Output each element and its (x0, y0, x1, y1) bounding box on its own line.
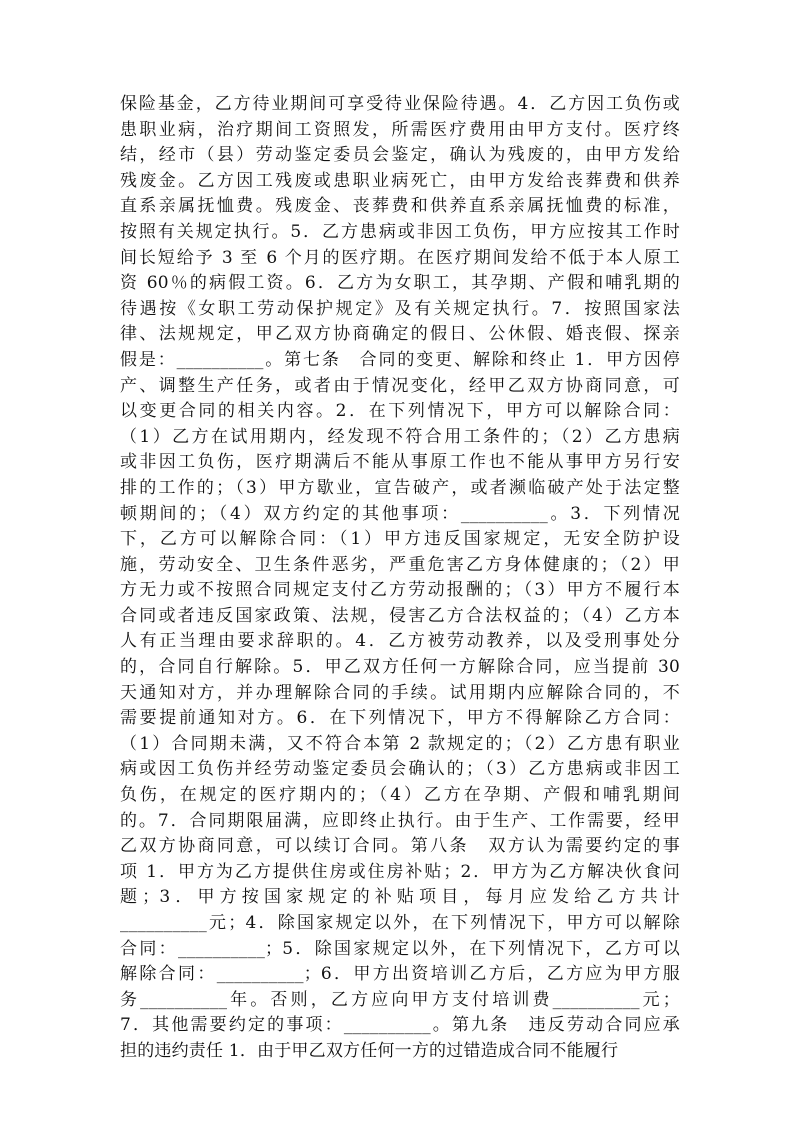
text-line: 担的违约责任 1．由于甲乙双方任何一方的过错造成合同不能履行 (120, 1040, 619, 1061)
text-line: 按照有关规定执行。5．乙方患病或非因工负伤，甲方应按其工作时 (120, 221, 680, 242)
text-line: 病或因工负伤并经劳动鉴定委员会确认的；（3）乙方患病或非因工 (120, 759, 680, 780)
text-line: 待遇按《女职工劳动保护规定》及有关规定执行。7．按照国家法 (120, 298, 680, 319)
text-line: 解除合同：__________；6．甲方出资培训乙方后，乙方应为甲方服 (120, 964, 680, 985)
text-line: 需要提前通知对方。6．在下列情况下，甲方不得解除乙方合同： (120, 708, 680, 729)
text-line: 残废金。乙方因工残废或患职业病死亡，由甲方发给丧葬费和供养 (120, 170, 680, 191)
text-line: 资 60％的病假工资。6．乙方为女职工，其孕期、产假和哺乳期的 (120, 273, 680, 294)
text-line: 假是：__________。第七条 合同的变更、解除和终止 1．甲方因停 (120, 349, 680, 370)
text-line: 排的工作的；（3）甲方歇业，宣告破产，或者濒临破产处于法定整 (120, 477, 680, 498)
text-line: 顿期间的；（4）双方约定的其他事项：__________。3．下列情况 (120, 503, 680, 524)
text-line: __________元；4．除国家规定以外，在下列情况下，甲方可以解除 (120, 913, 680, 933)
text-line: （1）乙方在试用期内，经发现不符合用工条件的；（2）乙方患病 (120, 426, 680, 447)
text-line: 施，劳动安全、卫生条件恶劣，严重危害乙方身体健康的；（2）甲 (120, 554, 680, 575)
text-line: 下，乙方可以解除合同：（1）甲方违反国家规定，无安全防护设 (120, 529, 680, 550)
text-line: 负伤，在规定的医疗期内的；（4）乙方在孕期、产假和哺乳期间 (120, 785, 680, 806)
text-line: 项 1．甲方为乙方提供住房或住房补贴；2．甲方为乙方解决伙食问 (120, 861, 680, 882)
text-line: 乙双方协商同意，可以续订合同。第八条 双方认为需要约定的事 (120, 836, 680, 857)
text-line: 或非因工负伤，医疗期满后不能从事原工作也不能从事甲方另行安 (120, 452, 680, 473)
text-line: 题；3．甲方按国家规定的补贴项目，每月应发给乙方共计 (120, 887, 680, 908)
text-line: 7．其他需要约定的事项：__________。第九条 违反劳动合同应承 (120, 1015, 680, 1036)
text-line: 的，合同自行解除。5．甲乙双方任何一方解除合同，应当提前 30 (120, 657, 680, 678)
text-line: 人有正当理由要求辞职的。4．乙方被劳动教养，以及受刑事处分 (120, 631, 680, 652)
text-line: 保险基金，乙方待业期间可享受待业保险待遇。4．乙方因工负伤或 (120, 94, 680, 114)
text-line: （1）合同期未满，又不符合本第 2 款规定的；（2）乙方患有职业 (120, 733, 680, 754)
text-line: 合同：__________；5．除国家规定以外，在下列情况下，乙方可以 (120, 938, 680, 959)
text-line: 患职业病，治疗期间工资照发，所需医疗费用由甲方支付。医疗终 (120, 119, 680, 140)
text-line: 方无力或不按照合同规定支付乙方劳动报酬的；（3）甲方不履行本 (120, 580, 680, 601)
text-line: 结，经市（县）劳动鉴定委员会鉴定，确认为残废的，由甲方发给 (120, 145, 680, 166)
text-line: 直系亲属抚恤费。残废金、丧葬费和供养直系亲属抚恤费的标准， (120, 196, 680, 217)
document-body (120, 92, 680, 1065)
text-line: 合同或者违反国家政策、法规，侵害乙方合法权益的；（4）乙方本 (120, 605, 680, 626)
text-line: 产、调整生产任务，或者由于情况变化，经甲乙双方协商同意，可 (120, 375, 680, 396)
text-line: 以变更合同的相关内容。2．在下列情况下，甲方可以解除合同： (120, 401, 680, 422)
text-line: 的。7．合同期限届满，应即终止执行。由于生产、工作需要，经甲 (120, 810, 680, 831)
text-line: 律、法规规定，甲乙双方协商确定的假日、公休假、婚丧假、探亲 (120, 324, 680, 345)
text-line: 间长短给予 3 至 6 个月的医疗期。在医疗期间发给不低于本人原工 (120, 247, 680, 268)
text-line: 务__________年。否则，乙方应向甲方支付培训费__________元； (120, 989, 680, 1010)
text-line: 天通知对方，并办理解除合同的手续。试用期内应解除合同的，不 (120, 682, 680, 703)
